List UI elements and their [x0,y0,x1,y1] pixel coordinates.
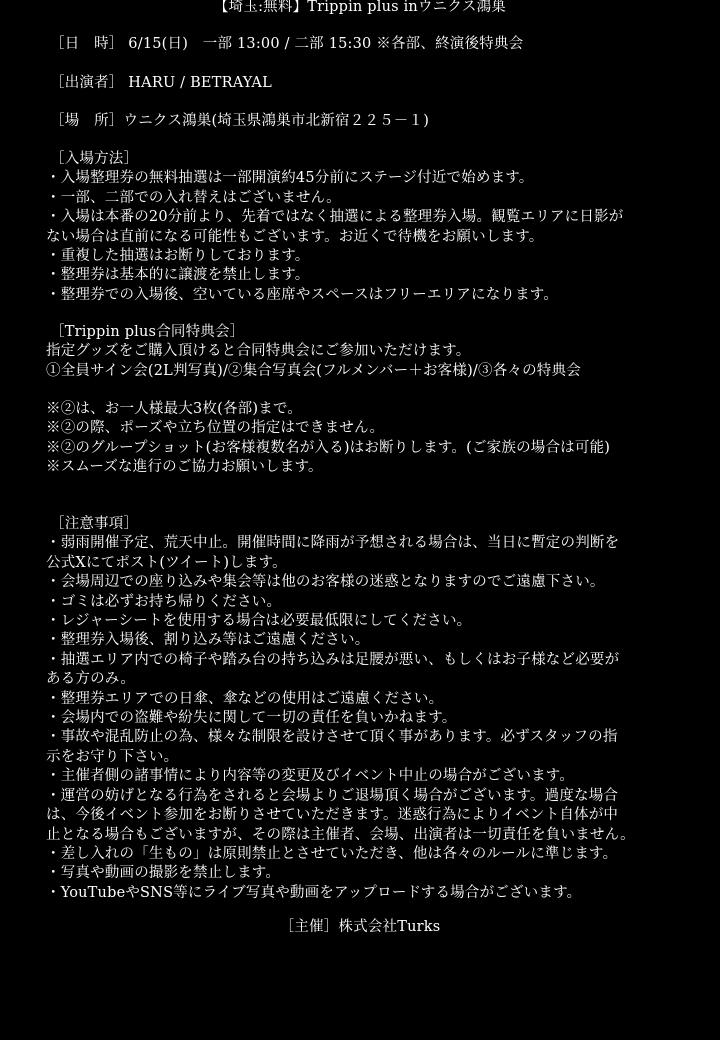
entry-item: ない場合は直前になる可能性もございます。お近くで待機をお願いします。 [46,228,544,245]
caution-item: ・ゴミは必ずお持ち帰りください。 [46,593,282,610]
caution-item: は、今後イベント参加をお断りさせていただきます。迷惑行為によりイベント自体が中 [46,807,619,824]
entry-item: ・整理券での入場後、空いている座席やスペースはフリーエリアになります。 [46,286,559,303]
caution-item: ある方のみ。 [46,671,136,688]
caution-item: ・主催者側の諸事情により内容等の変更及びイベント中止の場合がございます。 [46,768,575,785]
entry-method-heading: ［入場方法］ [50,151,139,167]
caution-item: 公式Xにてポスト(ツイート)します。 [46,554,287,571]
caution-section [46,515,684,903]
caution-item: ・整理券エリアでの日傘、傘などの使用はご遠慮ください。 [46,690,444,707]
datetime-line: ［日 時］ 6/15(日) 一部 13:00 / 二部 15:30 ※各部、終演後特典会 [50,36,524,52]
benefit-notes [46,400,684,478]
benefit-section [46,323,684,381]
benefit-heading: ［Trippin plus合同特典会］ [50,324,245,340]
caution-item: ・整理券入場後、割り込み等はご遠慮ください。 [46,632,370,649]
caution-item: ・弱雨開催予定、荒天中止。開催時間に降雨が予想される場合は、当日に暫定の判断を [46,535,620,552]
caution-item: ・写真や動画の撮影を禁止します。 [46,865,281,882]
caution-item: ・差し入れの「生もの」は原則禁止とさせていただき、他は各々のルールに準じます。 [46,845,618,862]
caution-item: ・運営の妨げとなる行為をされると会場よりご退場頂く場合がございます。過度な場合 [46,787,619,804]
performers-line: ［出演者］ HARU / BETRAYAL [50,75,272,91]
venue-line: ［場 所］ウニクス鴻巣(埼玉県鴻巣市北新宿２２５－１) [50,113,430,129]
caution-item: 止となる場合もございますが、その際は主催者、会場、出演者は一切責任を負いません。 [46,826,635,843]
caution-item: ・会場周辺での座り込みや集会等は他のお客様の迷惑となりますのでご遠慮下さい。 [46,574,605,591]
benefit-note: ※②のグループショット(お客様複数名が入る)はお断りします。(ご家族の場合は可能) [46,439,611,456]
benefit-line: 指定グッズをご購入頂けると合同特典会にご参加いただけます。 [46,343,471,360]
entry-method-section [46,150,684,305]
benefit-note: ※スムーズな進行のご協力お願いします。 [46,459,323,476]
entry-item: ・一部、二部での入れ替えはございません。 [46,189,341,206]
organizer-line: ［主催］株式会社Turks [279,919,441,935]
entry-item: ・入場は本番の20分前より、先着ではなく抽選による整理券入場。観覧エリアに日影が [46,209,624,226]
entry-item: ・入場整理券の無料抽選は一部開演約45分前にステージ付近で始めます。 [46,170,534,187]
entry-item: ・整理券は基本的に譲渡を禁止します。 [46,267,310,284]
event-title: 【埼玉:無料】Trippin plus inウニクス鴻巣 [213,0,506,15]
benefit-line: ①全員サイン会(2L判写真)/②集合写真会(フルメンバー＋お客様)/③各々の特典会 [46,362,581,379]
caution-heading: ［注意事項］ [50,516,139,532]
caution-item: ・レジャーシートを使用する場合は必要最低限にしてください。 [46,613,472,630]
caution-item: ・会場内での盗難や紛失に関して一切の責任を負いかねます。 [46,710,457,727]
caution-item: ・YouTubeやSNS等にライブ写真や動画をアップロードする場合がございます。 [46,884,582,901]
caution-item: 示をお守り下さい。 [46,748,179,765]
benefit-note: ※②の際、ポーズや立ち位置の指定はできません。 [46,420,385,437]
entry-item: ・重複した抽選はお断りしております。 [46,248,310,265]
caution-item: ・抽選エリア内での椅子や踏み台の持ち込みは足腰が悪い、もしくはお子様など必要が [46,651,620,668]
caution-item: ・事故や混乱防止の為、様々な制限を設けさせて頂く事があります。必ずスタッフの指 [46,729,618,746]
benefit-note: ※②は、お一人様最大3枚(各部)まで。 [46,401,303,417]
